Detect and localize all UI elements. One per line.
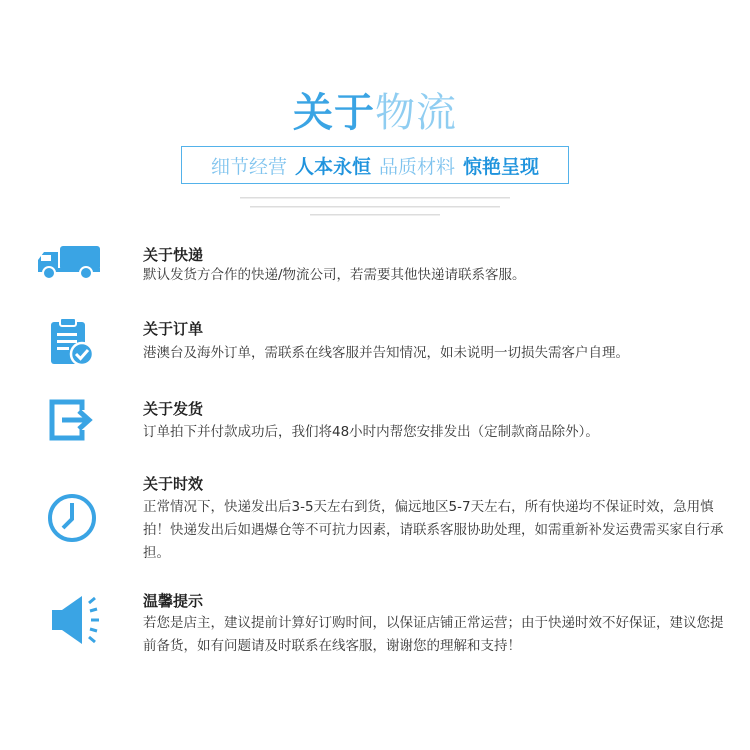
section-body-tips: 若您是店主，建议提前计算好订购时间，以保证店铺正常运营；由于快递时效不好保证，建议您提前备货，如有问题请及时联系在线客服，谢谢您的理解和支持！ bbox=[143, 615, 724, 654]
slogan-4: 惊艳呈现 bbox=[463, 155, 540, 178]
megaphone-icon bbox=[48, 590, 110, 654]
truck-icon bbox=[36, 244, 102, 284]
section-heading-express: 关于快递 bbox=[143, 246, 204, 264]
fine-print-decoration bbox=[230, 205, 520, 209]
fine-print-line bbox=[230, 205, 520, 211]
slogan-1: 细节经营 bbox=[210, 155, 287, 178]
slogan-2: 人本永恒 bbox=[294, 155, 371, 178]
section-heading-tips: 温馨提示 bbox=[143, 592, 204, 610]
section-heading-timeliness: 关于时效 bbox=[143, 475, 204, 493]
page-title bbox=[0, 88, 750, 138]
title-strong: 关于 bbox=[293, 90, 375, 136]
section-body-express: 默认发货方合作的快递/物流公司，若需要其他快递请联系客服。 bbox=[143, 267, 526, 283]
fine-print-decoration bbox=[230, 196, 520, 200]
section-body-order: 港澳台及海外订单，需联系在线客服并告知情况，如未说明一切损失需客户自理。 bbox=[143, 345, 629, 361]
fine-print-line bbox=[230, 196, 520, 202]
clipboard-check-icon bbox=[48, 316, 96, 372]
title-light: 物流 bbox=[375, 90, 457, 136]
exit-arrow-icon bbox=[48, 398, 94, 446]
slogan-3: 品质材料 bbox=[379, 155, 456, 178]
fine-print-line bbox=[230, 213, 520, 219]
fine-print-decoration bbox=[230, 213, 520, 217]
clock-icon bbox=[46, 492, 98, 548]
section-heading-shipping: 关于发货 bbox=[143, 400, 204, 418]
section-heading-order: 关于订单 bbox=[143, 320, 204, 338]
section-body-timeliness: 正常情况下，快递发出后3-5天左右到货，偏远地区5-7天左右，所有快递均不保证时效，急用慎拍！快递发出后如遇爆仓等不可抗力因素，请联系客服协助处理，如需重新补发运费需买家自行承担。 bbox=[143, 499, 724, 561]
section-body-shipping: 订单拍下并付款成功后，我们将48小时内帮您安排发出（定制款商品除外）。 bbox=[143, 424, 599, 440]
slogan-box bbox=[181, 146, 569, 184]
